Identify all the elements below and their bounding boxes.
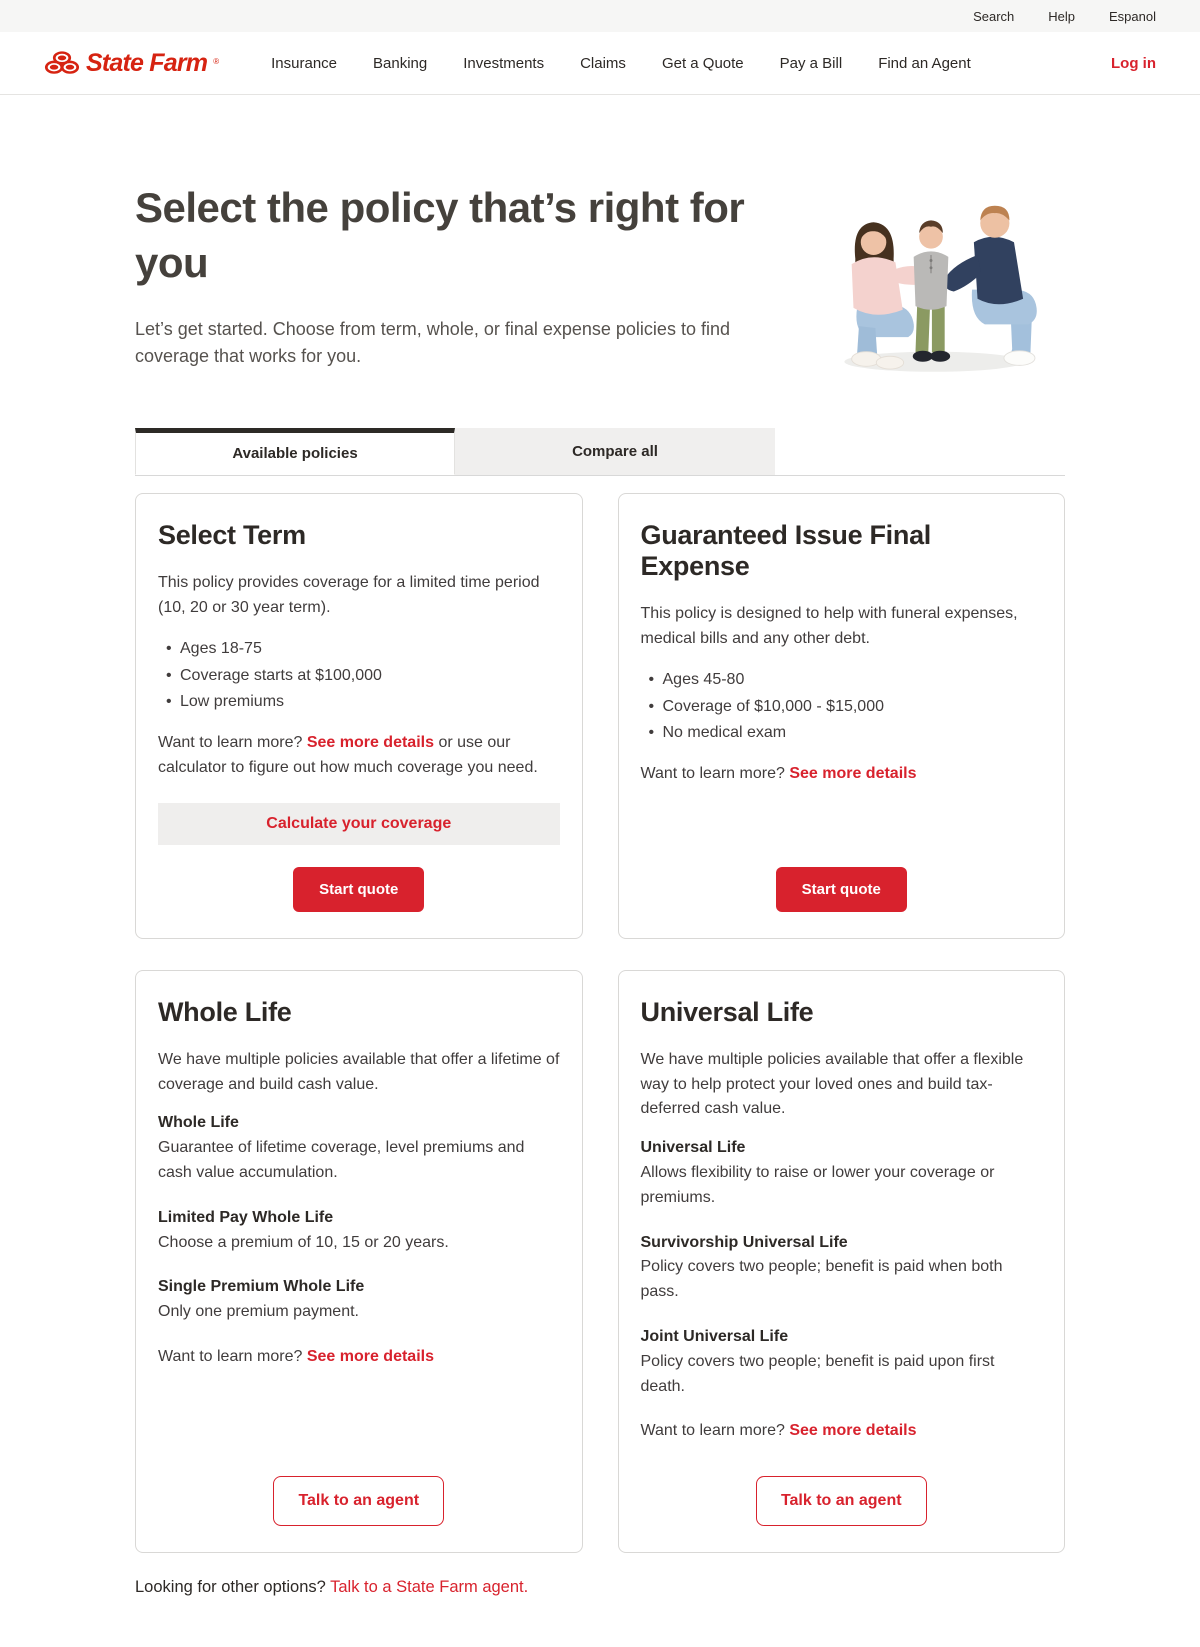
nav-find-an-agent[interactable]: Find an Agent bbox=[878, 54, 971, 72]
page-title: Select the policy that’s right for you bbox=[135, 184, 745, 286]
search-link[interactable]: Search bbox=[973, 8, 1015, 24]
start-quote-button[interactable]: Start quote bbox=[293, 867, 424, 912]
see-more-details-link[interactable]: See more details bbox=[306, 734, 434, 752]
subpolicy bbox=[641, 1325, 1043, 1399]
talk-to-agent-button[interactable]: Talk to an agent bbox=[756, 1476, 927, 1526]
calculate-coverage-link[interactable]: Calculate your coverage bbox=[158, 803, 560, 845]
learn-more-line bbox=[158, 731, 560, 781]
subpolicy-name: Whole Life bbox=[158, 1114, 239, 1132]
espanol-link[interactable]: Espanol bbox=[1109, 8, 1156, 24]
see-more-details-link[interactable]: See more details bbox=[789, 765, 917, 783]
statefarm-logo[interactable] bbox=[44, 49, 219, 78]
learn-more-line bbox=[641, 1419, 1043, 1444]
learn-more-prefix: Want to learn more? bbox=[158, 734, 303, 752]
nav-pay-a-bill[interactable]: Pay a Bill bbox=[779, 54, 843, 72]
subpolicy bbox=[158, 1275, 560, 1325]
card-title: Guaranteed Issue Final Expense bbox=[640, 520, 931, 582]
subpolicy-name: Single Premium Whole Life bbox=[158, 1278, 365, 1296]
see-more-details-link[interactable]: See more details bbox=[306, 1347, 434, 1365]
card-guaranteed-issue-final-expense bbox=[618, 493, 1066, 939]
subpolicy bbox=[158, 1206, 560, 1256]
nav-insurance[interactable]: Insurance bbox=[271, 54, 337, 72]
nav-banking[interactable]: Banking bbox=[373, 54, 428, 72]
card-bullets bbox=[166, 635, 560, 717]
learn-more-prefix: Want to learn more? bbox=[158, 1347, 303, 1365]
other-options-line bbox=[135, 1578, 1065, 1647]
bullet-item: • Ages 45-80 bbox=[649, 668, 1043, 693]
subpolicy-detail: Policy covers two people; benefit is paid upon first death. bbox=[640, 1352, 995, 1395]
subpolicy-name: Limited Pay Whole Life bbox=[158, 1208, 334, 1226]
card-bullets bbox=[649, 666, 1043, 748]
subpolicy-detail: Allows flexibility to raise or lower your coverage or premiums. bbox=[640, 1163, 995, 1206]
family-photo bbox=[817, 165, 1045, 387]
card-description: We have multiple policies available that offer a lifetime of coverage and build cash value. bbox=[158, 1050, 560, 1093]
site-header bbox=[0, 32, 1200, 95]
learn-more-prefix: Want to learn more? bbox=[640, 1422, 785, 1440]
brand-wordmark: State Farm bbox=[86, 48, 208, 77]
card-description: This policy provides coverage for a limited time period (10, 20 or 30 year term). bbox=[158, 574, 540, 616]
main-nav bbox=[271, 55, 971, 72]
bullet-item: • No medical exam bbox=[649, 721, 1043, 746]
help-link[interactable]: Help bbox=[1048, 8, 1076, 24]
bullet-item: • Coverage starts at $100,000 bbox=[166, 664, 560, 689]
card-description: We have multiple policies available that offer a flexible way to help protect your loved ones and build tax-deferred cash value. bbox=[640, 1050, 1024, 1118]
card-select-term bbox=[135, 493, 583, 939]
bullet-item: • Low premiums bbox=[166, 690, 560, 715]
card-description: This policy is designed to help with funeral expenses, medical bills and any other debt. bbox=[640, 605, 1018, 647]
hero-section bbox=[135, 95, 1065, 370]
nav-get-a-quote[interactable]: Get a Quote bbox=[661, 54, 744, 72]
talk-to-statefarm-agent-link[interactable]: Talk to a State Farm agent. bbox=[330, 1578, 529, 1597]
card-universal-life bbox=[618, 970, 1066, 1553]
learn-more-line bbox=[641, 762, 1043, 787]
card-title: Select Term bbox=[158, 520, 306, 551]
page-subtitle: Let’s get started. Choose from term, whole, or final expense policies to find coverage that works for you. bbox=[135, 319, 730, 367]
nav-claims[interactable]: Claims bbox=[580, 54, 626, 72]
subpolicy-detail: Policy covers two people; benefit is paid when both pass. bbox=[640, 1258, 1003, 1301]
bullet-item: • Coverage of $10,000 - $15,000 bbox=[649, 695, 1043, 720]
utility-bar bbox=[0, 0, 1200, 32]
subpolicy bbox=[158, 1111, 560, 1185]
registered-mark: ® bbox=[213, 56, 220, 66]
learn-more-line bbox=[158, 1345, 560, 1370]
start-quote-button[interactable]: Start quote bbox=[776, 867, 907, 912]
subpolicy bbox=[641, 1231, 1043, 1305]
policy-cards bbox=[135, 493, 1065, 1553]
subpolicy-detail: Only one premium payment. bbox=[158, 1303, 359, 1321]
login-link[interactable]: Log in bbox=[1111, 54, 1156, 72]
statefarm-logo-icon bbox=[44, 50, 80, 76]
card-title: Whole Life bbox=[158, 996, 292, 1027]
policy-tabs bbox=[135, 428, 1065, 476]
bullet-item: • Ages 18-75 bbox=[166, 637, 560, 662]
see-more-details-link[interactable]: See more details bbox=[789, 1422, 917, 1440]
nav-investments[interactable]: Investments bbox=[463, 54, 545, 72]
tab-available-policies[interactable] bbox=[135, 428, 455, 475]
subpolicy-name: Survivorship Universal Life bbox=[640, 1233, 848, 1251]
subpolicy-name: Universal Life bbox=[640, 1139, 746, 1157]
subpolicy-detail: Guarantee of lifetime coverage, level premiums and cash value accumulation. bbox=[158, 1139, 525, 1181]
card-whole-life bbox=[135, 970, 583, 1553]
subpolicy-detail: Choose a premium of 10, 15 or 20 years. bbox=[158, 1233, 449, 1251]
tab-label: Available policies bbox=[232, 445, 358, 463]
subpolicy-name: Joint Universal Life bbox=[640, 1327, 789, 1345]
other-options-text: Looking for other options? bbox=[135, 1578, 326, 1597]
talk-to-agent-button[interactable]: Talk to an agent bbox=[273, 1476, 444, 1526]
learn-more-suffix: or use our calculator to figure out how much coverage you need. bbox=[158, 734, 538, 776]
subpolicy bbox=[641, 1136, 1043, 1210]
card-title: Universal Life bbox=[640, 996, 814, 1027]
tab-compare-all[interactable] bbox=[455, 428, 775, 475]
learn-more-prefix: Want to learn more? bbox=[640, 765, 785, 783]
tab-label: Compare all bbox=[572, 443, 658, 461]
